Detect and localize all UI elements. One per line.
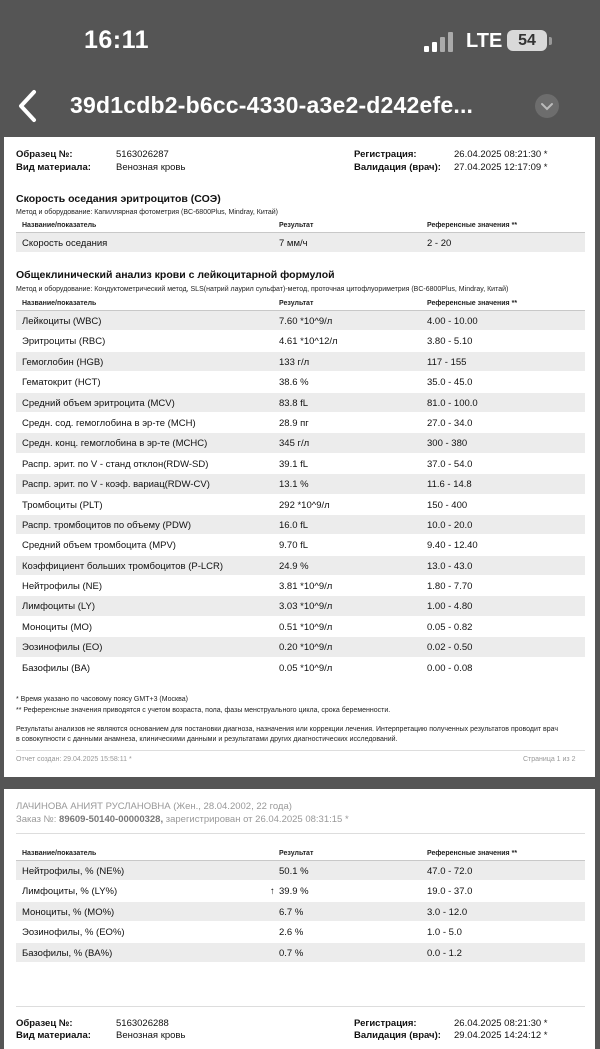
order-info [16, 814, 349, 825]
table-row [16, 556, 585, 576]
row-name: Скорость оседания [22, 238, 108, 249]
table-row [16, 454, 585, 474]
network-label: LTE [466, 30, 503, 52]
cbc-table-header [16, 299, 585, 311]
row-result-value: 39.9 % [279, 886, 309, 898]
row-name: Тромбоциты (PLT) [22, 499, 103, 511]
table-row [16, 922, 585, 942]
material-value: Венозная кровь [116, 162, 186, 173]
table-row [16, 433, 585, 453]
title-menu-button[interactable] [535, 94, 559, 118]
sample-value: 5163026288 [116, 1018, 169, 1029]
row-result: 0.20 *10^9/л [279, 642, 333, 654]
row-name: Средн. сод. гемоглобина в эр-те (MCH) [22, 417, 196, 429]
row-reference: 10.0 - 20.0 [427, 519, 473, 531]
row-result: 3.03 *10^9/л [279, 601, 333, 613]
row-name: Гематокрит (HCT) [22, 377, 101, 389]
row-name: Базофилы, % (BA%) [22, 947, 113, 959]
row-result: 39.1 fL [279, 458, 309, 470]
differential-table [16, 849, 585, 963]
row-name: Моноциты (MO) [22, 621, 93, 633]
row-result: 2.6 % [279, 927, 304, 939]
document-title: 39d1cdb2-b6cc-4330-a3e2-d242efe... [70, 92, 474, 118]
row-name: Гемоглобин (HGB) [22, 356, 104, 368]
esr-title: Скорость оседания эритроцитов (СОЭ) [16, 193, 221, 205]
row-result: 7.60 *10^9/л [279, 316, 333, 327]
back-button[interactable] [14, 88, 44, 124]
row-reference: 0.02 - 0.50 [427, 642, 473, 654]
table-row [16, 372, 585, 392]
validation-label: Валидация (врач): [354, 1030, 441, 1041]
registration-label: Регистрация: [354, 149, 417, 160]
table-row [16, 576, 585, 596]
esr-table [16, 221, 585, 253]
validation-value: 29.04.2025 14:24:12 * [454, 1030, 548, 1041]
row-reference: 27.0 - 34.0 [427, 417, 473, 429]
table-row [16, 658, 585, 678]
status-time: 16:11 [84, 26, 150, 54]
row-reference: 3.80 - 5.10 [427, 336, 473, 348]
row-name: Лимфоциты, % (LY%) [22, 886, 118, 898]
table-row [16, 881, 585, 901]
col-name-header: Название/показатель [22, 222, 97, 229]
row-result: 16.0 fL [279, 519, 309, 531]
cbc-table [16, 299, 585, 678]
table-row [16, 393, 585, 413]
table-row [16, 352, 585, 372]
table-row [16, 637, 585, 657]
table-row [16, 535, 585, 555]
high-value-marker-icon: ↑ [270, 886, 275, 898]
row-result: 133 г/л [279, 356, 310, 368]
row-name: Коэффициент больших тромбоцитов (P-LCR) [22, 560, 224, 572]
row-result: 28.9 пг [279, 417, 309, 429]
registration-value: 26.04.2025 08:21:30 * [454, 149, 548, 160]
footnote-timezone: * Время указано по часовому поясу GMT+3 (Москва) [16, 696, 188, 703]
footnote-reference: ** Референсные значения приводятся с учетом возраста, пола, фазы менструального цикла, срока беременности. [16, 707, 391, 714]
row-reference: 1.0 - 5.0 [427, 927, 462, 939]
sample-value: 5163026287 [116, 149, 169, 160]
divider [16, 750, 585, 751]
row-reference: 4.00 - 10.00 [427, 316, 478, 327]
page-number: Страница 1 из 2 [523, 756, 576, 763]
row-reference: 47.0 - 72.0 [427, 866, 473, 877]
registration-label: Регистрация: [354, 1018, 417, 1029]
table-row [16, 617, 585, 637]
row-result: 6.7 % [279, 906, 304, 918]
order-suffix: зарегистрирован от 26.04.2025 08:31:15 * [165, 814, 349, 825]
row-reference: 13.0 - 43.0 [427, 560, 473, 572]
divider [16, 833, 585, 834]
row-reference: 9.40 - 12.40 [427, 540, 478, 552]
row-result: 0.7 % [279, 947, 304, 959]
row-reference: 2 - 20 [427, 238, 452, 249]
chevron-left-icon [14, 88, 44, 124]
table-row [16, 413, 585, 433]
row-name: Распр. эрит. по V - коэф. вариац(RDW-CV) [22, 479, 210, 491]
cbc-method: Метод и оборудование: Кондуктометрический метод, SLS(натрий лаурил сульфат)-метод, проточная цитофлуориметрия (BC-6800Plus, Mindray, Китай) [16, 286, 509, 293]
row-result [270, 886, 309, 898]
row-reference: 117 - 155 [427, 356, 467, 368]
row-reference: 35.0 - 45.0 [427, 377, 473, 389]
table-row [16, 331, 585, 351]
order-number: 89609-50140-00000328, [59, 814, 164, 825]
table-row [16, 861, 585, 881]
row-name: Эозинофилы, % (EO%) [22, 927, 125, 939]
row-reference: 11.6 - 14.8 [427, 479, 472, 491]
row-name: Средний объем эритроцита (MCV) [22, 397, 175, 409]
row-result: 4.61 *10^12/л [279, 336, 338, 348]
row-name: Эритроциты (RBC) [22, 336, 106, 348]
row-name: Распр. эрит. по V - станд отклон(RDW-SD) [22, 458, 209, 470]
row-result: 3.81 *10^9/л [279, 581, 333, 593]
row-name: Нейтрофилы, % (NE%) [22, 866, 125, 877]
row-result: 13.1 % [279, 479, 309, 491]
sample-label: Образец №: [16, 1018, 73, 1029]
table-row [16, 515, 585, 535]
row-name: Эозинофилы (EO) [22, 642, 103, 654]
row-result: 0.51 *10^9/л [279, 621, 333, 633]
row-name: Распр. тромбоцитов по объему (PDW) [22, 519, 192, 531]
table-row [16, 596, 585, 616]
table-row [16, 495, 585, 515]
row-reference: 0.00 - 0.08 [427, 662, 473, 674]
table-row [16, 474, 585, 494]
row-name: Средний объем тромбоцита (MPV) [22, 540, 176, 552]
row-name: Лимфоциты (LY) [22, 601, 95, 613]
row-name: Нейтрофилы (NE) [22, 581, 103, 593]
row-reference: 81.0 - 100.0 [427, 397, 478, 409]
row-result: 9.70 fL [279, 540, 309, 552]
esr-method: Метод и оборудование: Капиллярная фотометрия (BC-6800Plus, Mindray, Китай) [16, 209, 279, 216]
battery-icon: 54 [507, 30, 547, 51]
col-reference-header: Референсные значения ** [427, 850, 518, 857]
row-reference: 150 - 400 [427, 499, 468, 511]
col-result-header: Результат [279, 850, 314, 857]
row-reference: 19.0 - 37.0 [427, 886, 473, 898]
row-name: Моноциты, % (MO%) [22, 906, 115, 918]
col-name-header: Название/показатель [22, 300, 97, 307]
row-result: 0.05 *10^9/л [279, 662, 333, 674]
col-result-header: Результат [279, 222, 314, 229]
sample-label: Образец №: [16, 149, 73, 160]
cbc-title: Общеклинический анализ крови с лейкоцитарной формулой [16, 269, 335, 281]
row-result: 345 г/л [279, 438, 310, 450]
row-name: Лейкоциты (WBC) [22, 316, 102, 327]
row-reference: 0.0 - 1.2 [427, 947, 462, 959]
row-name: Средн. конц. гемоглобина в эр-те (MCHC) [22, 438, 208, 450]
material-label: Вид материала: [16, 162, 91, 173]
report-page-1 [4, 137, 595, 777]
registration-value: 26.04.2025 08:21:30 * [454, 1018, 548, 1029]
app-header [0, 0, 600, 137]
col-reference-header: Референсные значения ** [427, 222, 518, 229]
divider [16, 1006, 585, 1007]
row-reference: 1.00 - 4.80 [427, 601, 473, 613]
material-value: Венозная кровь [116, 1030, 186, 1041]
row-reference: 3.0 - 12.0 [427, 906, 468, 918]
table-row [16, 311, 585, 331]
row-reference: 300 - 380 [427, 438, 468, 450]
differential-table-header [16, 849, 585, 861]
row-reference: 37.0 - 54.0 [427, 458, 473, 470]
row-result: 83.8 fL [279, 397, 309, 409]
disclaimer-line-1: Результаты анализов не являются основанием для постановки диагноза, назначения или коррекции лечения. Интерпретацию полученных результатов проводит врач [16, 726, 559, 733]
row-result: 292 *10^9/л [279, 499, 330, 511]
validation-value: 27.04.2025 12:17:09 * [454, 162, 548, 173]
col-reference-header: Референсные значения ** [427, 300, 518, 307]
chevron-down-icon [535, 94, 559, 118]
table-row [16, 233, 585, 253]
signal-icon [424, 32, 454, 52]
validation-label: Валидация (врач): [354, 162, 441, 173]
col-name-header: Название/показатель [22, 850, 97, 857]
col-result-header: Результат [279, 300, 314, 307]
row-name: Базофилы (BA) [22, 662, 91, 674]
table-row [16, 943, 585, 963]
report-page-2 [4, 789, 595, 1049]
esr-table-header [16, 221, 585, 233]
table-row [16, 902, 585, 922]
row-result: 50.1 % [279, 866, 309, 877]
report-created: Отчет создан: 29.04.2025 15:58:11 * [16, 756, 132, 763]
material-label: Вид материала: [16, 1030, 91, 1041]
patient-info: ЛАЧИНОВА АНИЯТ РУСЛАНОВНА (Жен., 28.04.2002, 22 года) [16, 801, 292, 812]
order-prefix: Заказ №: [16, 814, 57, 825]
row-reference: 1.80 - 7.70 [427, 581, 473, 593]
row-reference: 0.05 - 0.82 [427, 621, 473, 633]
row-result: 7 мм/ч [279, 238, 308, 249]
row-result: 24.9 % [279, 560, 309, 572]
battery-tip [549, 37, 552, 45]
disclaimer-line-2: в совокупности с данными анамнеза, клиническими данными и результатами других диагностических исследований. [16, 736, 398, 743]
row-result: 38.6 % [279, 377, 309, 389]
